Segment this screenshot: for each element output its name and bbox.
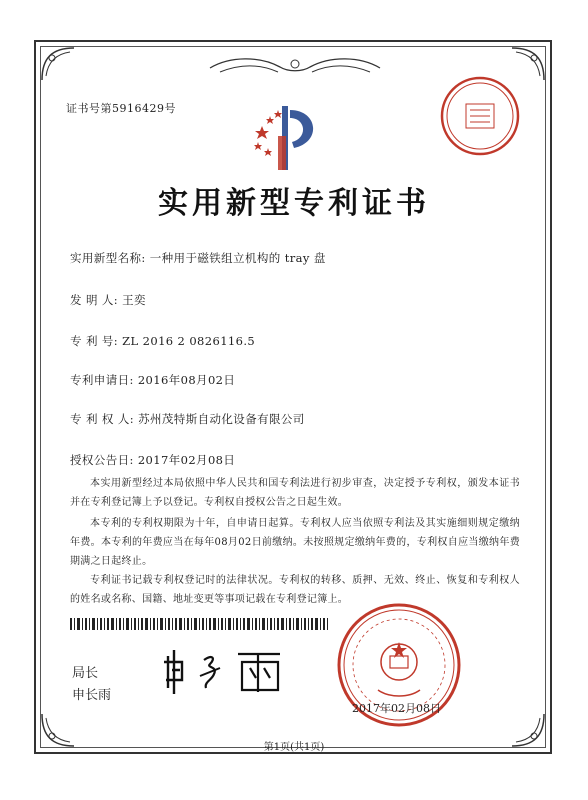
field-grant-date (70, 452, 235, 468)
official-name: 申长雨 (72, 688, 112, 703)
field-value: 2017年02月08日 (137, 453, 236, 467)
seal-date: 2017年02月08日 (352, 702, 441, 715)
certificate-title: 实用新型专利证书 (158, 186, 430, 221)
field-patent-number (70, 333, 255, 349)
barcode-icon (70, 618, 328, 630)
signature-icon (160, 646, 290, 696)
paragraph-term: 本专利的专利权期限为十年，自申请日起算。专利权人应当依照专利法及其实施细则规定缴纳年费。本专利的年费应当在每年08月02日前缴纳。未按照规定缴纳年费的，专利权自应当缴纳年费期满之日起终止。 (70, 518, 520, 567)
corner-ornament-icon (40, 46, 76, 82)
field-inventor (70, 292, 146, 308)
field-label: 发 明 人: (70, 293, 119, 307)
field-label: 实用新型名称: (70, 251, 146, 265)
field-label: 授权公告日: (70, 453, 134, 467)
field-label: 专 利 号: (70, 334, 119, 348)
page-number: 第1页(共1页) (263, 742, 325, 753)
field-value: 一种用于磁铁组立机构的 tray 盘 (149, 251, 326, 265)
field-application-date (70, 372, 235, 388)
agency-stamp-icon (438, 74, 522, 158)
certificate-number: 证书号第5916429号 (66, 102, 176, 115)
field-value: 苏州茂特斯自动化设备有限公司 (138, 412, 305, 426)
official-title: 局长 (72, 666, 99, 681)
field-value: 王奕 (122, 293, 146, 307)
field-value: 2016年08月02日 (137, 373, 236, 387)
paragraph-grant: 本实用新型经过本局依照中华人民共和国专利法进行初步审查，决定授予专利权，颁发本证书并在专利登记簿上予以登记。专利权自授权公告之日起生效。 (70, 478, 520, 508)
field-label: 专 利 权 人: (70, 412, 135, 426)
field-value: ZL 2016 2 0826116.5 (122, 334, 256, 348)
field-patentee (70, 411, 305, 427)
field-label: 专利申请日: (70, 373, 134, 387)
field-utility-model-name (70, 250, 326, 266)
cnipa-logo-icon (248, 96, 328, 176)
top-ornament-icon (200, 54, 390, 80)
paragraph-legal-status: 专利证书记载专利权登记时的法律状况。专利权的转移、质押、无效、终止、恢复和专利权人的姓名或名称、国籍、地址变更等事项记载在专利登记簿上。 (70, 575, 520, 605)
